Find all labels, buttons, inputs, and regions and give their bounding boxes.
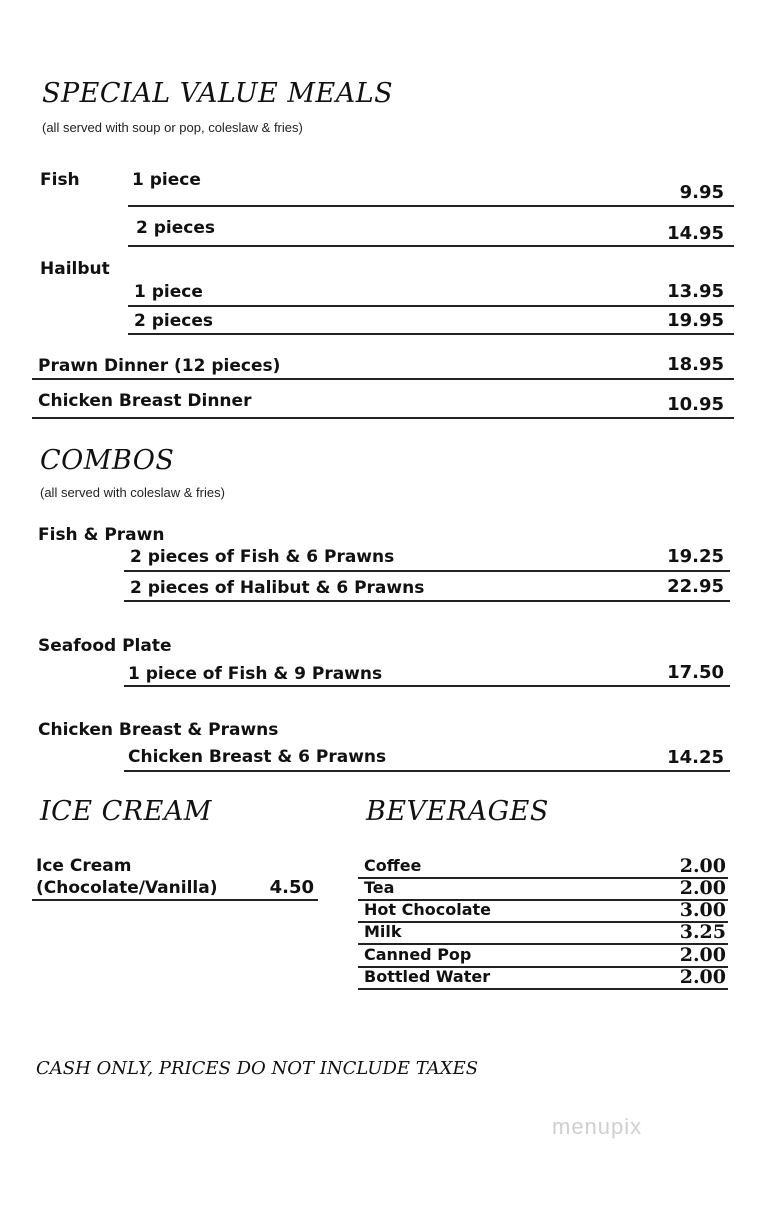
section-subtitle-combos: (all served with coleslaw & fries) [40,485,225,500]
halibut-1-piece-name: 1 piece [134,282,203,302]
seafood-plate-row-1-price: 17.50 [667,662,724,683]
divider [124,770,730,772]
beverage-price: 3.25 [679,921,726,943]
beverage-name: Hot Chocolate [364,900,491,919]
chicken-breast-dinner-price: 10.95 [667,394,724,415]
fish-prawn-label: Fish & Prawn [38,525,165,545]
divider [124,570,730,572]
prawn-dinner-name: Prawn Dinner (12 pieces) [38,356,281,376]
beverage-price: 2.00 [679,944,726,966]
ice-cream-price: 4.50 [269,877,314,898]
divider [124,600,730,602]
beverage-price: 3.00 [679,899,726,921]
beverage-name: Milk [364,922,402,941]
divider [32,417,734,419]
chicken-prawns-row-1-price: 14.25 [667,747,724,768]
beverage-name: Coffee [364,856,422,875]
section-title-special-value-meals: SPECIAL VALUE MEALS [42,78,394,109]
section-title-ice-cream: ICE CREAM [40,796,212,827]
divider [128,305,734,307]
divider [358,988,728,990]
seafood-plate-label: Seafood Plate [38,636,172,656]
fish-prawn-row-2-name: 2 pieces of Halibut & 6 Prawns [130,578,425,598]
section-subtitle-special: (all served with soup or pop, coleslaw & fries) [42,120,303,135]
fish-2-pieces-name: 2 pieces [136,218,215,238]
fish-prawn-row-1-price: 19.25 [667,546,724,567]
fish-1-piece-price: 9.95 [679,182,724,203]
section-title-beverages: BEVERAGES [366,796,549,827]
fish-prawn-row-1-name: 2 pieces of Fish & 6 Prawns [130,547,395,567]
divider [32,899,318,901]
watermark-logo: menupix [552,1114,643,1139]
halibut-1-piece-price: 13.95 [667,281,724,302]
beverage-name: Canned Pop [364,945,472,964]
ice-cream-flavors: (Chocolate/Vanilla) [36,878,218,898]
halibut-2-pieces-price: 19.95 [667,310,724,331]
section-title-combos: COMBOS [40,445,175,476]
ice-cream-name: Ice Cream [36,856,132,876]
divider [128,333,734,335]
chicken-prawns-row-1-name: Chicken Breast & 6 Prawns [128,747,387,767]
divider [32,378,734,380]
fish-1-piece-name: 1 piece [132,170,201,190]
footer-note: CASH ONLY, PRICES DO NOT INCLUDE TAXES [36,1058,479,1079]
divider [128,205,734,207]
fish-label: Fish [40,170,80,190]
halibut-label: Hailbut [40,259,110,279]
beverage-name: Tea [364,878,395,897]
fish-2-pieces-price: 14.95 [667,223,724,244]
divider [124,685,730,687]
beverage-price: 2.00 [679,966,726,988]
halibut-2-pieces-name: 2 pieces [134,311,213,331]
prawn-dinner-price: 18.95 [667,354,724,375]
beverage-name: Bottled Water [364,967,491,986]
divider [128,245,734,247]
beverage-price: 2.00 [679,855,726,877]
fish-prawn-row-2-price: 22.95 [667,576,724,597]
chicken-prawns-label: Chicken Breast & Prawns [38,720,279,740]
beverage-price: 2.00 [679,877,726,899]
seafood-plate-row-1-name: 1 piece of Fish & 9 Prawns [128,664,383,684]
chicken-breast-dinner-name: Chicken Breast Dinner [38,391,252,411]
